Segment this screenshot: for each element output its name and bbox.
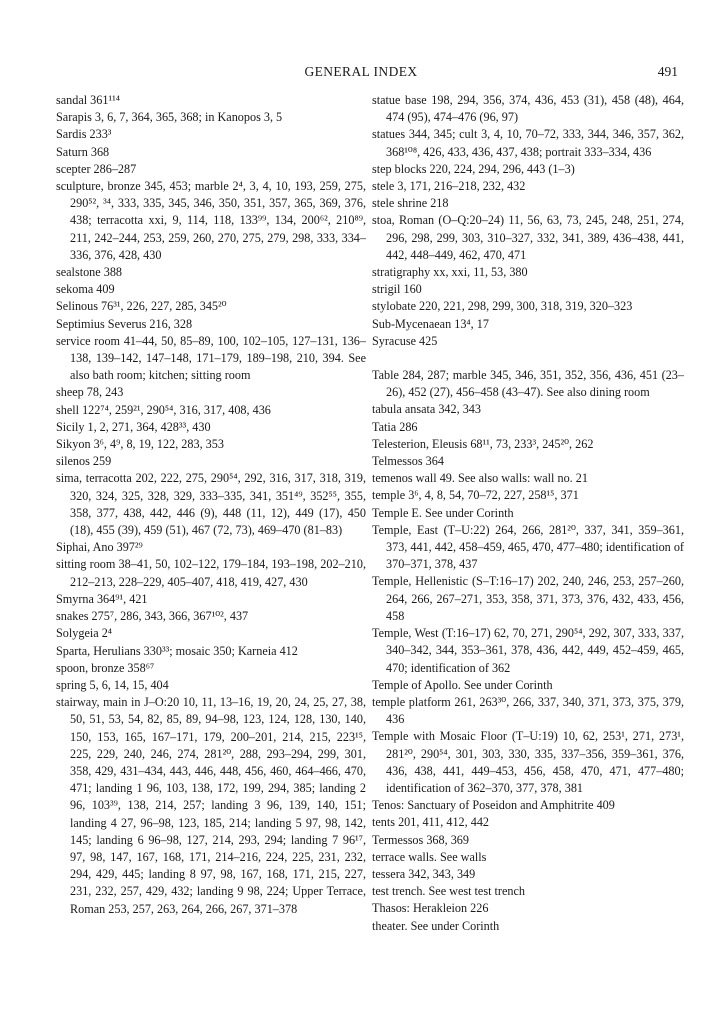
index-entry: silenos 259 (56, 454, 112, 469)
index-entry: Sparta, Herulians 330³³; mosaic 350; Karneia 412 (56, 643, 298, 658)
index-entry: Termessos 368, 369 (372, 832, 469, 847)
index-entry: Temple, East (T–U:22) 264, 266, 281²⁰, 337, 341, 359–361, 373, 441, 442, 458–459, 465, 470, 477–480; identification of 370–371, 378, 437 (372, 522, 684, 572)
index-column-right (372, 92, 684, 935)
index-entry: terrace walls. See walls (372, 849, 487, 864)
index-entry: Septimius Severus 216, 328 (56, 316, 193, 331)
index-entry: temple 3⁶, 4, 8, 54, 70–72, 227, 258¹⁵, 371 (372, 488, 579, 503)
index-entry: sculpture, bronze 345, 453; marble 2⁴, 3, 4, 10, 193, 259, 275, 290⁵², ³⁴, 333, 335, 345, 346, 350, 351, 357, 365, 369, 376, 438; terracotta xxi, 9, 114, 118, 133⁹⁹, 134, 200⁶², 210⁸⁹, 211, 242–244, 253, 259, 260, 270, 275, 279, 298, 333, 334–336, 376, 428, 430 (56, 179, 366, 262)
index-entry: Telmessos 364 (372, 454, 444, 469)
index-entry: spoon, bronze 358⁶⁷ (56, 660, 155, 675)
index-entry: tessera 342, 343, 349 (372, 866, 476, 881)
index-entry: spring 5, 6, 14, 15, 404 (56, 677, 169, 692)
index-entry: sekoma 409 (56, 282, 115, 297)
page-number: 491 (657, 64, 678, 79)
index-entry: sitting room 38–41, 50, 102–122, 179–184, 193–198, 202–210, 212–213, 228–229, 405–407, 418, 419, 427, 430 (56, 557, 366, 589)
index-entry: Temple with Mosaic Floor (T–U:19) 10, 62, 253¹, 271, 273¹, 281²⁰, 290⁵⁴, 301, 303, 330, 335, 337–356, 359–361, 376, 436, 438, 441, 449–453, 456, 458, 470, 471, 477–480; identification of 362–370, 377, 378, 381 (372, 729, 684, 795)
index-entry: tents 201, 411, 412, 442 (372, 815, 490, 830)
index-entry: statues 344, 345; cult 3, 4, 10, 70–72, 333, 344, 346, 357, 362, 368¹⁰⁸, 426, 433, 436, 437, 438; portrait 333–334, 436 (372, 127, 684, 159)
index-entry: stylobate 220, 221, 298, 299, 300, 318, 319, 320–323 (372, 299, 633, 314)
index-entry: Sardis 233³ (56, 127, 112, 142)
section-gap (372, 350, 684, 367)
index-entry: stairway, main in J–O:20 10, 11, 13–16, 19, 20, 24, 25, 27, 38, 50, 51, 53, 54, 82, 85, 89, 94–98, 123, 124, 128, 130, 140, 150, 153, 165, 167–171, 179, 200–201, 214, 215, 223¹⁵, 225, 229, 240, 246, 274, 281²⁰, 288, 293–294, 299, 301, 358, 429, 431–434, 443, 446, 448, 456, 460, 464–466, 470, 471; landing 1 96, 103, 138, 172, 199, 294, 385; landing 2 96, 103³⁹, 138, 214, 257; landing 3 96, 139, 140, 151; landing 4 27, 96–98, 123, 185, 214; landing 5 97, 98, 142, 145; landing 6 96–98, 127, 214, 293, 294; landing 7 96¹⁷, 97, 98, 147, 167, 168, 171, 214–216, 224, 225, 231, 232, 294, 429, 445; landing 8 97, 98, 167, 168, 171, 215, 227, 231, 232, 257, 429, 432; landing 9 98, 224; Upper Terrace, Roman 253, 257, 263, 264, 266, 267, 371–378 (56, 695, 366, 916)
index-entry: Solygeia 2⁴ (56, 626, 113, 641)
index-entry: Temple of Apollo. See under Corinth (372, 677, 553, 692)
index-entry: scepter 286–287 (56, 161, 137, 176)
index-entry: Temple, Hellenistic (S–T:16–17) 202, 240, 246, 253, 257–260, 264, 266, 267–271, 353, 358, 371, 373, 376, 432, 433, 456, 458 (372, 574, 684, 623)
index-column-left (56, 92, 366, 918)
index-entry: temple platform 261, 263³⁰, 266, 337, 340, 371, 373, 375, 379, 436 (372, 694, 684, 727)
index-entry: Syracuse 425 (372, 333, 438, 348)
index-entry: Sicily 1, 2, 271, 364, 428³³, 430 (56, 419, 211, 434)
index-entry: Saturn 368 (56, 144, 110, 159)
running-head (0, 64, 722, 84)
index-entry: Sikyon 3⁶, 4⁹, 8, 19, 122, 283, 353 (56, 437, 224, 452)
index-entry: sima, terracotta 202, 222, 275, 290⁵⁴, 292, 316, 317, 318, 319, 320, 324, 325, 328, 329, 333–335, 341, 351⁴⁹, 352⁵⁵, 355, 358, 377, 438, 442, 446 (9), 448 (11, 12), 449 (17), 450 (18), 455 (39), 459 (51), 467 (72, 73), 469–470 (81–83) (56, 471, 366, 538)
index-entry: Table 284, 287; marble 345, 346, 351, 352, 356, 436, 451 (23–26), 452 (27), 456–458 (43–47). See also dining room (372, 368, 684, 400)
index-entry: strigil 160 (372, 282, 422, 297)
index-entry: Tatia 286 (372, 419, 418, 434)
index-entry: Smyrna 364⁹¹, 421 (56, 591, 148, 606)
index-entry: statue base 198, 294, 356, 374, 436, 453 (31), 458 (48), 464, 474 (95), 474–476 (96, 97) (372, 93, 684, 125)
index-entry: stoa, Roman (O–Q:20–24) 11, 56, 63, 73, 245, 248, 251, 274, 296, 298, 299, 303, 310–327, 332, 341, 389, 436–438, 441, 442, 448–449, 462, 470, 471 (372, 213, 684, 262)
index-entry: stratigraphy xx, xxi, 11, 53, 380 (372, 265, 528, 280)
index-entry: shell 122⁷⁴, 259²¹, 290⁵⁴, 316, 317, 408, 436 (56, 402, 271, 417)
index-entry: test trench. See west test trench (372, 884, 525, 899)
index-entry: sealstone 388 (56, 265, 123, 280)
index-entry: Thasos: Herakleion 226 (372, 901, 489, 916)
page-title: GENERAL INDEX (304, 64, 418, 79)
index-entry: service room 41–44, 50, 85–89, 100, 102–105, 127–131, 136–138, 139–142, 147–148, 171–179, 189–198, 210, 394. See also bath room; kitchen; sitting room (56, 333, 366, 383)
index-entry: tabula ansata 342, 343 (372, 402, 481, 417)
index-entry: stele shrine 218 (372, 196, 449, 211)
index-entry: step blocks 220, 224, 294, 296, 443 (1–3) (372, 161, 575, 176)
index-entry: snakes 275⁷, 286, 343, 366, 367¹⁰², 437 (56, 609, 249, 624)
index-entry: Temple E. See under Corinth (372, 505, 514, 520)
index-entry: Siphai, Ano 397²⁹ (56, 540, 143, 555)
index-entry: Selinous 76³¹, 226, 227, 285, 345²⁰ (56, 299, 227, 314)
index-entry: stele 3, 171, 216–218, 232, 432 (372, 179, 526, 194)
index-entry: Telesterion, Eleusis 68¹¹, 73, 233³, 245²⁰, 262 (372, 436, 594, 451)
index-entry: sandal 361¹¹⁴ (56, 93, 121, 107)
index-entry: sheep 78, 243 (56, 385, 124, 400)
index-entry: temenos wall 49. See also walls: wall no. 21 (372, 471, 588, 486)
index-entry: Temple, West (T:16–17) 62, 70, 271, 290⁵⁴, 292, 307, 333, 337, 340–342, 344, 353–361, 378, 436, 442, 449, 452–459, 465, 470; identification of 362 (372, 626, 684, 675)
index-entry: theater. See under Corinth (372, 918, 500, 933)
index-entry: Sarapis 3, 6, 7, 364, 365, 368; in Kanopos 3, 5 (56, 110, 283, 125)
index-entry: Sub-Mycenaean 13⁴, 17 (372, 316, 489, 331)
index-entry: Tenos: Sanctuary of Poseidon and Amphitrite 409 (372, 798, 615, 813)
